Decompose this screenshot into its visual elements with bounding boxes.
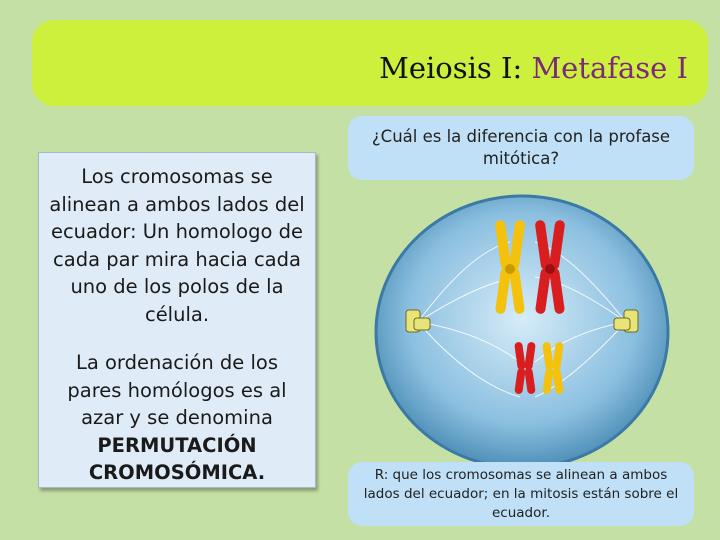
question-text: ¿Cuál es la diferencia con la profase mitótica? <box>371 127 671 168</box>
explanation-paragraph-1: Los cromosomas se alinean a ambos lados del ecuador: Un homologo de cada par mira hacia cada uno de los polos de la célula. <box>49 165 305 326</box>
title-main: Meiosis I: <box>379 51 532 85</box>
explanation-paragraph-2-intro: La ordenación de los pares homólogos es al azar y se denomina <box>67 351 287 429</box>
explanation-paragraph-2 <box>39 349 315 487</box>
question-bubble <box>348 116 694 180</box>
title-bar <box>32 20 708 106</box>
explanation-panel <box>38 152 316 488</box>
metaphase-cell-illustration <box>370 182 674 472</box>
answer-bubble <box>348 462 694 526</box>
title-accent: Metafase I <box>531 51 688 85</box>
slide-title <box>379 50 688 86</box>
permutation-term: PERMUTACIÓN CROMOSÓMICA. <box>88 433 266 484</box>
answer-text: R: que los cromosomas se alinean a ambos lados del ecuador; en la mitosis están sobre el ecuador. <box>363 466 679 521</box>
